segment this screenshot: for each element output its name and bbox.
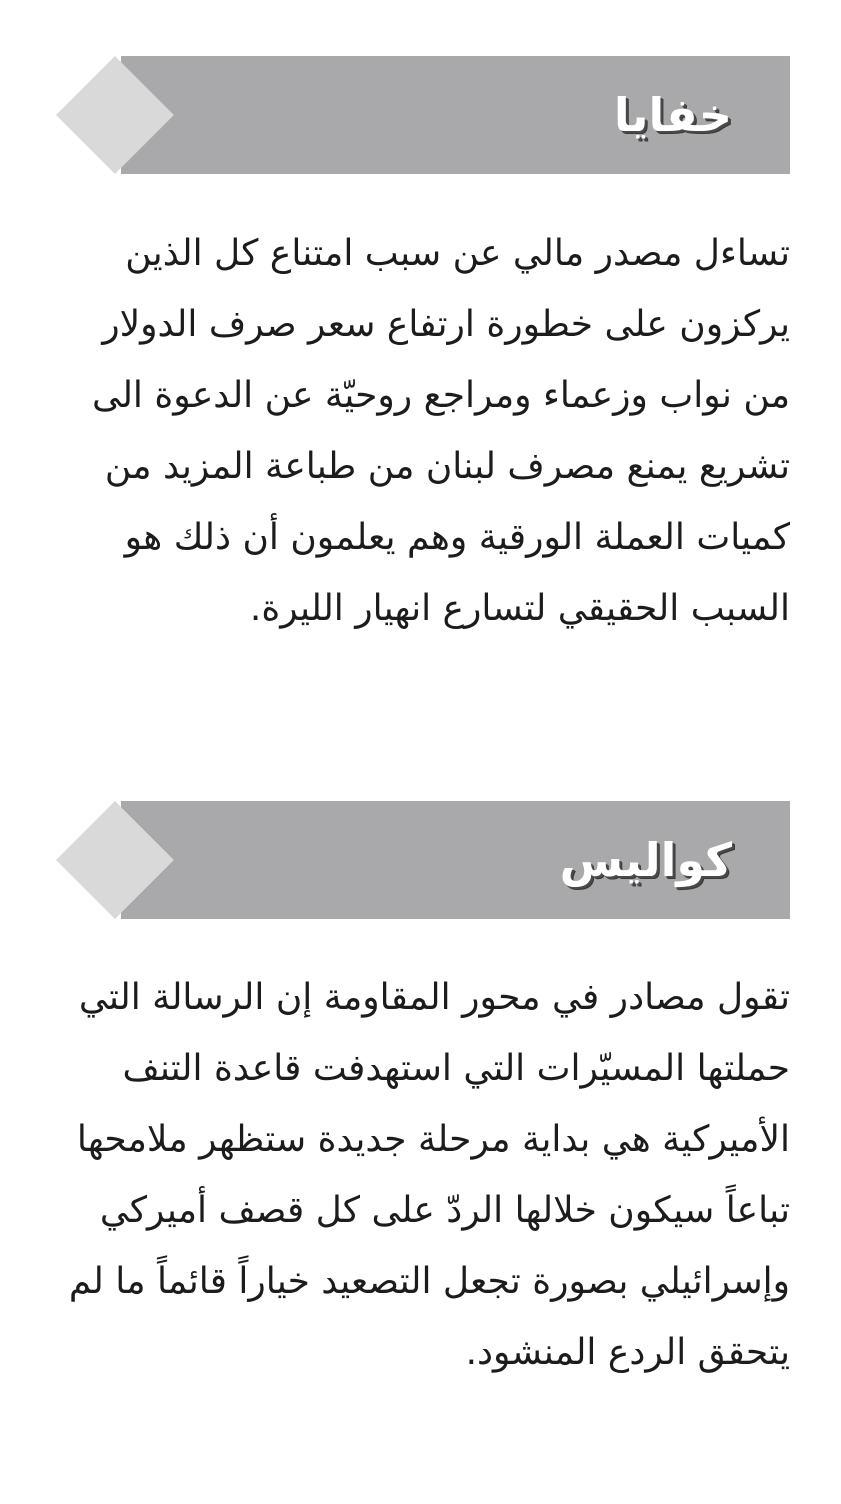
section-header-kawalees xyxy=(56,801,790,919)
article-body: تقول مصادر في محور المقاومة إن الرسالة التي حملتها المسيّرات التي استهدفت قاعدة التنف الأميركية هي بداية مرحلة جديدة ستظهر ملامحها تباعاً سيكون خلالها الردّ على كل قصف أميركي وإسرائيلي بصورة تجعل التصعيد خياراً قائماً ما لم يتحقق الردع المنشود. xyxy=(68,977,790,1373)
diamond-icon xyxy=(56,801,174,919)
section-title: خفايا xyxy=(613,88,732,142)
section-header-khafaya xyxy=(56,56,790,174)
section-title: كواليس xyxy=(559,833,732,887)
diamond-icon xyxy=(56,56,174,174)
article-body: تساءل مصدر مالي عن سبب امتناع كل الذين يركزون على خطورة ارتفاع سعر صرف الدولار من نواب وزعماء ومراجع روحيّة عن الدعوة الى تشريع يمنع مصرف لبنان من طباعة المزيد من كميات العملة الورقية وهم يعلمون أن ذلك هو السبب الحقيقي لتسارع انهيار الليرة. xyxy=(91,233,790,629)
